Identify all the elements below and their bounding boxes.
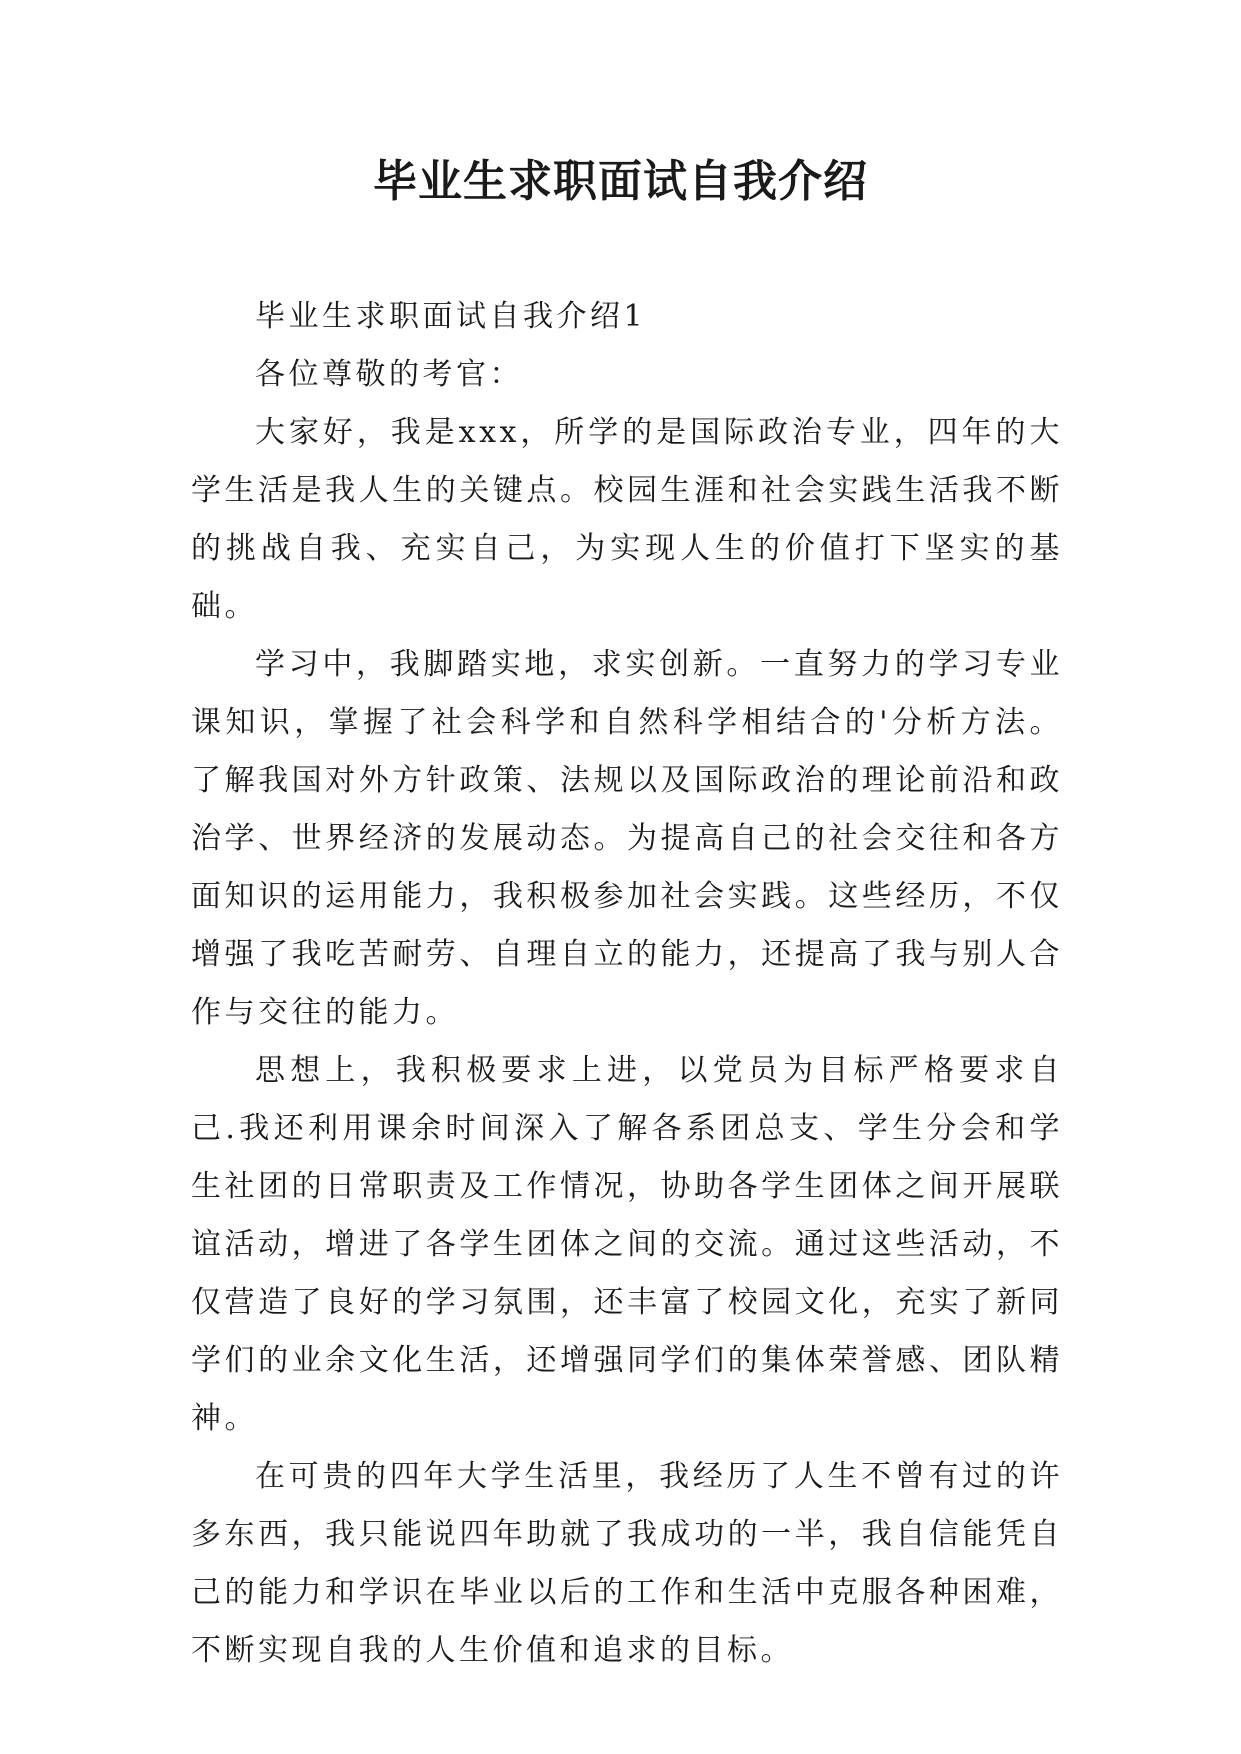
- section-heading: 毕业生求职面试自我介绍1: [255, 299, 647, 334]
- document-body: [191, 288, 1063, 1680]
- document-title: 毕业生求职面试自我介绍: [373, 156, 868, 207]
- paragraph-conclusion: 在可贵的四年大学生活里，我经历了人生不曾有过的许多东西，我只能说四年助就了我成功的一半，我自信能凭自己的能力和学识在毕业以后的工作和生活中克服各种困难，不断实现自我的人生价值和追求的目标。: [191, 1459, 1063, 1668]
- paragraph-intro: 大家好，我是xxx，所学的是国际政治专业，四年的大学生活是我人生的关键点。校园生涯和社会实践生活我不断的挑战自我、充实自己，为实现人生的价值打下坚实的基础。: [191, 415, 1063, 624]
- paragraph-ideology: 思想上，我积极要求上进，以党员为目标严格要求自己.我还利用课余时间深入了解各系团总支、学生分会和学生社团的日常职责及工作情况，协助各学生团体之间开展联谊活动，增进了各学生团体之间的交流。通过这些活动，不仅营造了良好的学习氛围，还丰富了校园文化，充实了新同学们的业余文化生活，还增强同学们的集体荣誉感、团队精神。: [191, 1053, 1063, 1436]
- paragraph-study: 学习中，我脚踏实地，求实创新。一直努力的学习专业课知识，掌握了社会科学和自然科学相结合的'分析方法。了解我国对外方针政策、法规以及国际政治的理论前沿和政治学、世界经济的发展动态。为提高自己的社会交往和各方面知识的运用能力，我积极参加社会实践。这些经历，不仅增强了我吃苦耐劳、自理自立的能力，还提高了我与别人合作与交往的能力。: [191, 647, 1063, 1030]
- salutation: 各位尊敬的考官：: [255, 357, 523, 392]
